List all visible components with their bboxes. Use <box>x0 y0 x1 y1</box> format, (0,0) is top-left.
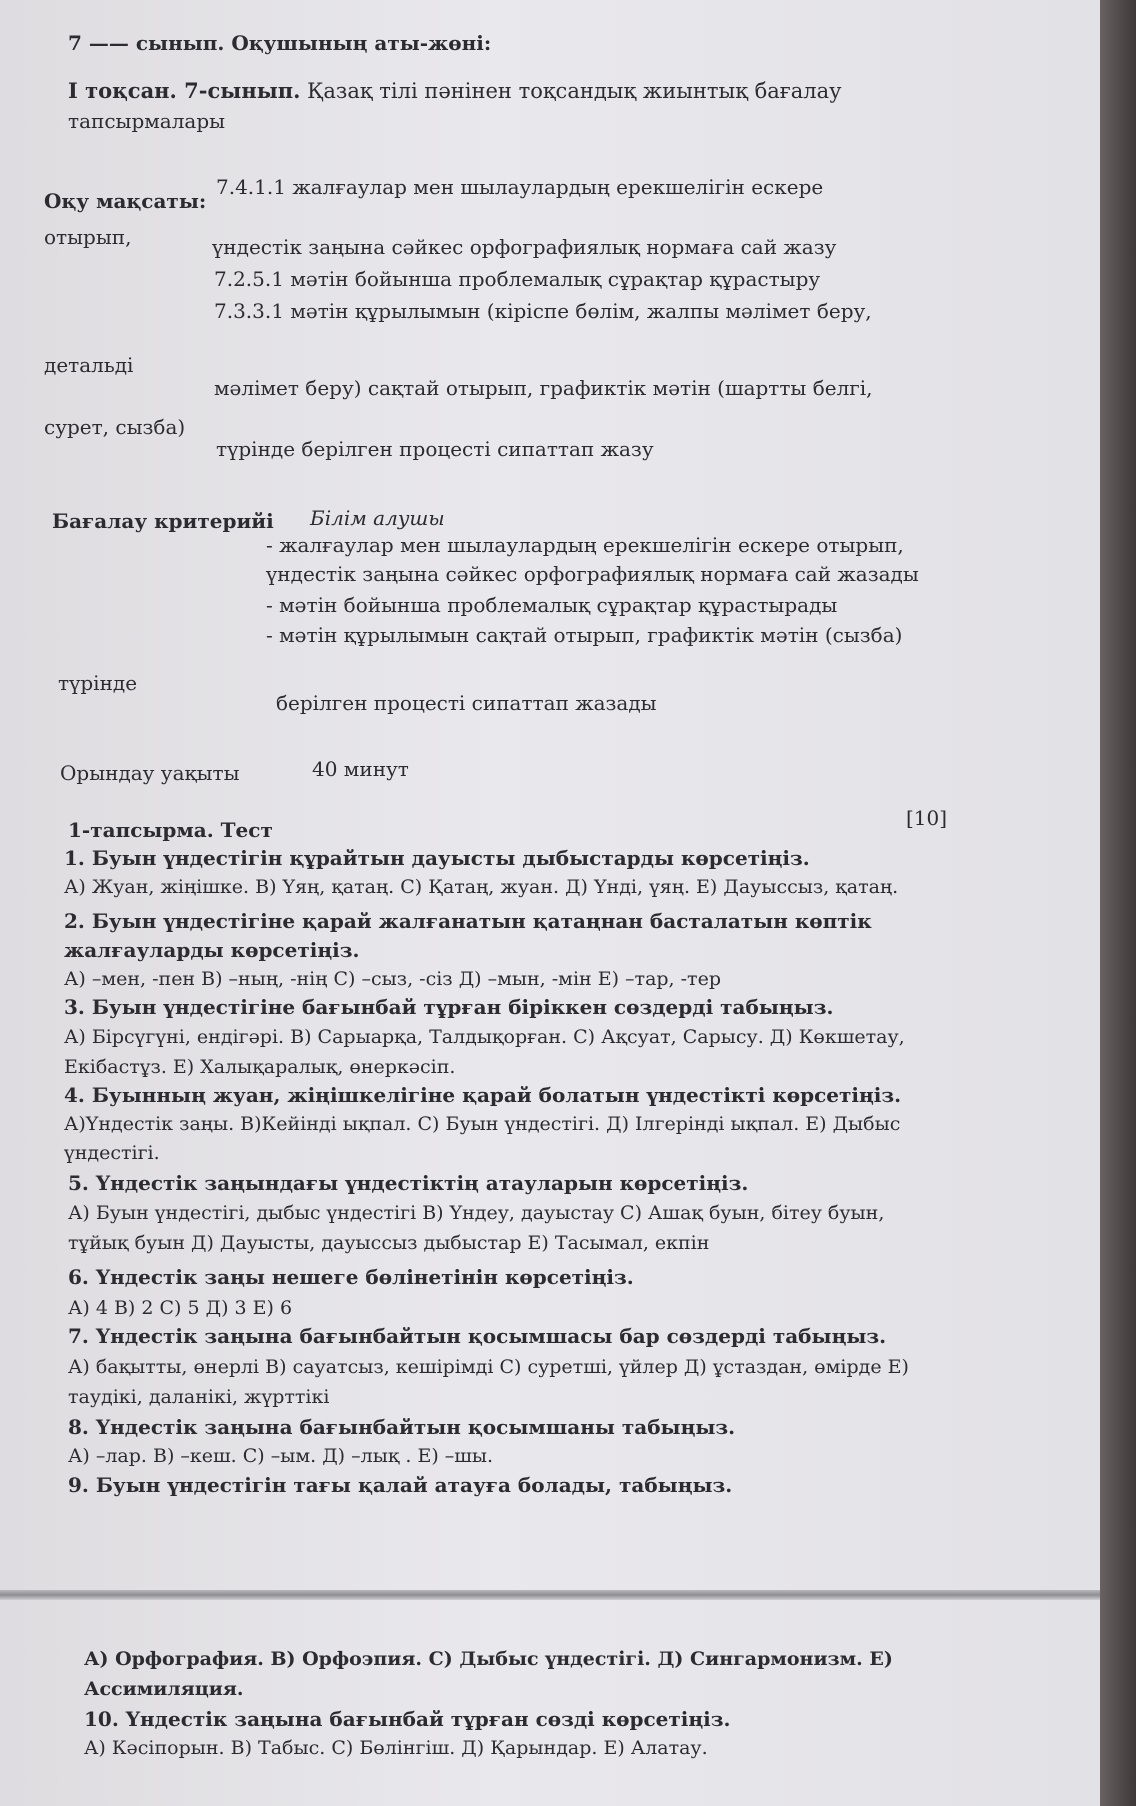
question: 4. Буынның жуан, жіңішкелігіне қарай болатын үндестікті көрсетіңіз. <box>64 1083 902 1107</box>
answer-options: тұйық буын Д) Дауысты, дауыссыз дыбыстар Е) Тасымал, екпін <box>68 1232 710 1254</box>
answer-options: А) Кәсіпорын. В) Табыс. С) Бөлінгіш. Д) Қарындар. Е) Алатау. <box>84 1737 708 1759</box>
page-title: I тоқсан. 7-сынып. Қазақ тілі пәнінен тоқсандық жиынтық бағалау <box>68 78 842 103</box>
question: 2. Буын үндестігіне қарай жалғанатын қатаңнан басталатын көптік <box>64 909 872 933</box>
criteria-line: - жалғаулар мен шылаулардың ерекшелігін ескере отырып, <box>266 533 904 557</box>
page-edge <box>1100 0 1136 1806</box>
objective-line: түрінде берілген процесті сипаттап жазу <box>216 437 654 461</box>
answer-options: А) Буын үндестігі, дыбыс үндестігі В) Үндеу, дауыстау С) Ашақ буын, бітеу буын, <box>68 1202 885 1224</box>
task-title: 1-тапсырма. Тест <box>68 818 273 842</box>
question: 3. Буын үндестігіне бағынбай тұрған біріккен сөздерді табыңыз. <box>64 995 834 1019</box>
answer-options: А) –мен, -пен В) –ның, -нің С) –сыз, -сіз Д) –мын, -мін Е) –тар, -тер <box>64 968 721 990</box>
objective-line: мәлімет беру) сақтай отырып, графиктік мәтін (шартты белгі, <box>214 376 873 400</box>
answer-options: А) –лар. В) –кеш. С) –ым. Д) –лық . Е) –шы. <box>68 1445 494 1467</box>
criteria-line: - мәтін бойынша проблемалық сұрақтар құрастырады <box>266 593 838 617</box>
objective-line: үндестік заңына сәйкес орфографиялық нормаға сай жазу <box>212 235 837 259</box>
answer-options: Екібастұз. Е) Халықаралық, өнеркәсіп. <box>64 1056 456 1078</box>
question: 10. Үндестік заңына бағынбай тұрған сөзді көрсетіңіз. <box>84 1707 731 1731</box>
criteria-label: Бағалау критерийі <box>52 509 274 533</box>
objectives-label: Оқу мақсаты: <box>44 189 207 213</box>
answer-options: А) бақытты, өнерлі В) сауатсыз, кешірімді С) суретші, үйлер Д) ұстаздан, өмірде Е) <box>68 1356 909 1378</box>
page-title-line2: тапсырмалары <box>68 109 226 133</box>
criteria-line: берілген процесті сипаттап жазады <box>276 691 657 715</box>
duration-value: 40 минут <box>312 757 409 781</box>
answer-options: А) Бірсүгүні, ендігәрі. В) Сарыарқа, Талдықорған. С) Ақсуат, Сарысу. Д) Көкшетау, <box>64 1026 905 1048</box>
objective-line: 7.3.3.1 мәтін құрылымын (кіріспе бөлім, жалпы мәлімет беру, <box>214 299 872 323</box>
criteria-subtitle: Білім алушы <box>310 506 445 530</box>
answer-options: А)Үндестік заңы. В)Кейінді ықпал. С) Буын үндестігі. Д) Ілгерінді ықпал. Е) Дыбыс <box>64 1113 901 1135</box>
objective-line: 7.4.1.1 жалғаулар мен шылаулардың ерекшелігін ескере <box>216 175 824 199</box>
student-name-line: 7 —— сынып. Оқушының аты-жөні: <box>68 31 492 55</box>
answer-options: А) Жуан, жіңішке. В) Үяң, қатаң. С) Қатаң, жуан. Д) Үнді, үяң. Е) Дауыссыз, қатаң. <box>64 876 899 898</box>
criteria-line: үндестік заңына сәйкес орфографиялық нормаға сай жазады <box>266 562 919 586</box>
question: 9. Буын үндестігін тағы қалай атауға болады, табыңыз. <box>68 1473 733 1497</box>
question: 5. Үндестік заңындағы үндестіктің атауларын көрсетіңіз. <box>68 1171 749 1195</box>
answer-options: А) 4 В) 2 С) 5 Д) 3 Е) 6 <box>68 1297 293 1319</box>
question: 8. Үндестік заңына бағынбайтын қосымшаны табыңыз. <box>68 1415 736 1439</box>
objective-line: сурет, сызба) <box>44 415 186 439</box>
answer-options: Ассимиляция. <box>84 1678 244 1700</box>
duration-label: Орындау уақыты <box>60 761 240 785</box>
answer-options: үндестігі. <box>64 1142 160 1164</box>
page-divider <box>0 1590 1100 1600</box>
question: 6. Үндестік заңы нешеге бөлінетінін көрсетіңіз. <box>68 1265 634 1289</box>
criteria-line: - мәтін құрылымын сақтай отырып, графиктік мәтін (сызба) <box>266 623 903 647</box>
question: жалғауларды көрсетіңіз. <box>64 938 360 962</box>
objective-line: отырып, <box>44 225 132 249</box>
objective-line: детальді <box>44 353 134 377</box>
question: 1. Буын үндестігін құрайтын дауысты дыбыстарды көрсетіңіз. <box>64 846 810 870</box>
answer-options: А) Орфография. В) Орфоэпия. С) Дыбыс үндестігі. Д) Сингармонизм. Е) <box>84 1648 893 1670</box>
answer-options: таудікі, даланікі, жүрттікі <box>68 1386 330 1408</box>
task-score: [10] <box>906 806 948 830</box>
criteria-line: түрінде <box>58 671 138 695</box>
question: 7. Үндестік заңына бағынбайтын қосымшасы бар сөздерді табыңыз. <box>68 1324 887 1348</box>
objective-line: 7.2.5.1 мәтін бойынша проблемалық сұрақтар құрастыру <box>214 267 821 291</box>
